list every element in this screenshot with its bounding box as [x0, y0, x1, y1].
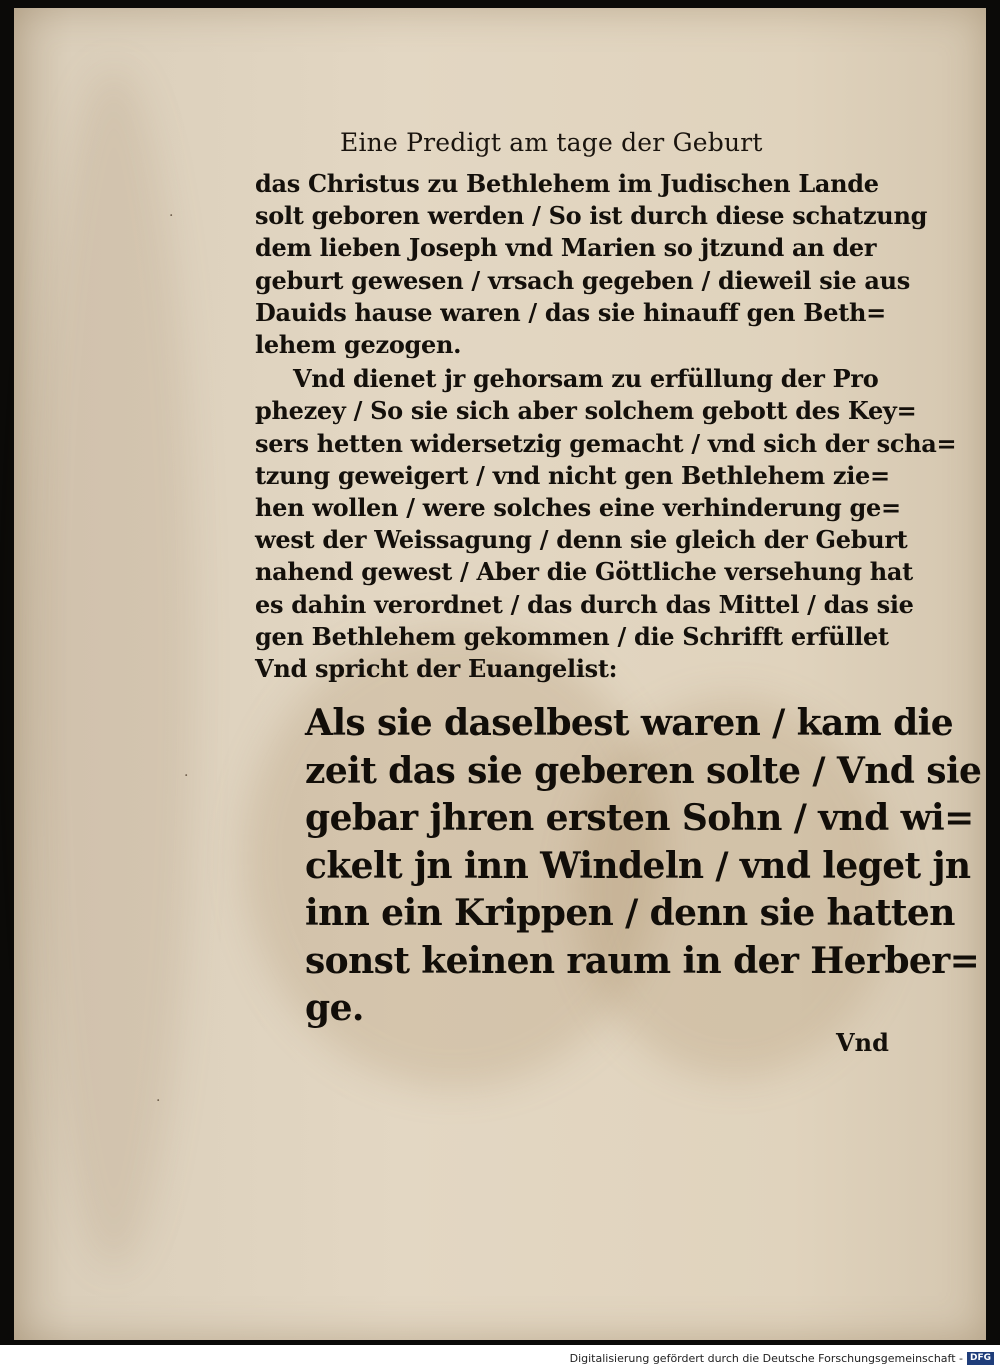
quote-line: inn ein Krippen / denn sie hatten — [305, 892, 955, 934]
scripture-quote — [305, 700, 982, 1033]
footer-credit: Digitalisierung gefördert durch die Deutsche Forschungsgemeinschaft - — [569, 1352, 963, 1365]
text-line: das Christus zu Bethlehem im Judischen Lande — [255, 169, 879, 198]
dfg-logo-icon: DFG — [967, 1352, 994, 1365]
text-line: dem lieben Joseph vnd Marien so jtzund an der — [255, 233, 877, 263]
text-line: phezey / So sie sich aber solchem gebott des Key= — [255, 396, 917, 426]
paragraph-block — [255, 168, 957, 685]
text-line: hen wollen / were solches eine verhinderung ge= — [255, 493, 901, 523]
text-line: Vnd spricht der Euangelist: — [255, 654, 618, 684]
text-line: Vnd dienet jr gehorsam zu erfüllung der Pro — [293, 364, 879, 394]
quote-line: sonst keinen raum in der Herber= — [305, 939, 980, 982]
margin-mark: · — [156, 1093, 161, 1109]
quote-line: gebar jhren ersten Sohn / vnd wi= — [305, 797, 974, 839]
text-line: tzung geweigert / vnd nicht gen Bethlehem zie= — [255, 460, 890, 490]
quote-line: ckelt jn inn Windeln / vnd leget jn — [305, 844, 971, 887]
text-line: geburt gewesen / vrsach gegeben / dieweil sie aus — [255, 265, 910, 295]
quote-line: Als sie daselbest waren / kam die — [305, 702, 954, 744]
text-line: es dahin verordnet / das durch das Mittel / das sie — [255, 589, 914, 619]
quote-line: ge. — [305, 987, 364, 1029]
text-line: nahend gewest / Aber die Göttliche versehung hat — [255, 557, 913, 587]
running-head: Eine Predigt am tage der Geburt — [340, 128, 763, 157]
digitization-footer — [570, 1352, 994, 1365]
paper-stain — [34, 68, 194, 1268]
quote-line: zeit das sie geberen solte / Vnd sie — [305, 749, 982, 792]
text-line: gen Bethlehem gekommen / die Schrifft erfüllet — [255, 621, 889, 651]
catchword: Vnd — [836, 1028, 889, 1057]
margin-mark: · — [169, 208, 174, 224]
text-line: lehem gezogen. — [255, 330, 462, 360]
text-line: solt geboren werden / So ist durch diese schatzung — [255, 201, 928, 231]
text-line: Dauids hause waren / das sie hinauff gen Beth= — [255, 297, 886, 327]
text-line: sers hetten widersetzig gemacht / vnd sich der scha= — [255, 428, 957, 458]
margin-mark: · — [184, 768, 189, 784]
text-line: west der Weissagung / denn sie gleich der Geburt — [255, 525, 908, 555]
